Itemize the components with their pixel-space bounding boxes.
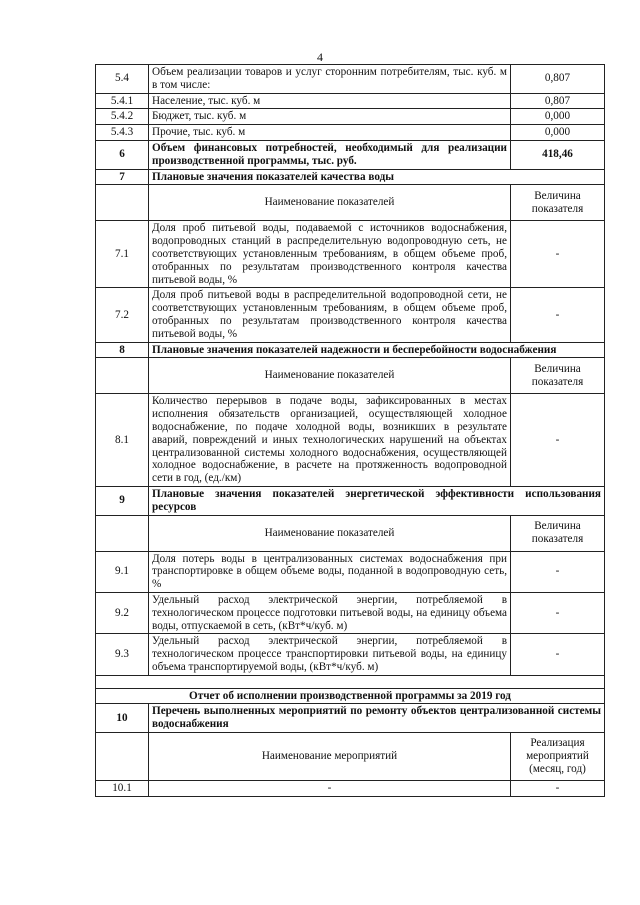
row-text: Удельный расход электрической энергии, потребляемой в технологическом процессе подготовки питьевой воды, на единицу объема воды, отпускаемой в сеть, (кВт*ч/куб. м) [149,592,511,633]
section-title: Перечень выполненных мероприятий по ремонту объектов централизованной системы водоснабжения [149,704,605,733]
row-number: 9.3 [96,634,149,675]
row-value: - [511,221,605,288]
row-text: Население, тыс. куб. м [149,93,511,109]
row-number: 9.1 [96,551,149,592]
empty-cell [96,185,149,221]
row-number: 8.1 [96,394,149,487]
row-number: 5.4.1 [96,93,149,109]
column-header-row [96,733,605,781]
row-text: - [149,781,511,797]
section-6-row [96,140,605,169]
row-value: - [511,288,605,342]
section-number: 8 [96,342,149,358]
row-number: 9.2 [96,592,149,633]
section-value: 418,46 [511,140,605,169]
column-header-name: Наименование показателей [149,185,511,221]
section-8-heading [96,342,605,358]
report-title: Отчет об исполнении производственной программы за 2019 год [96,688,605,704]
section-10-heading [96,704,605,733]
row-value: 0,807 [511,65,605,94]
section-number: 6 [96,140,149,169]
table-row [96,125,605,141]
row-value: - [511,592,605,633]
row-number: 5.4 [96,65,149,94]
row-text: Удельный расход электрической энергии, потребляемой в технологическом процессе транспортировки питьевой воды, на единицу объема транспортируемой воды, (кВт*ч/куб. м) [149,634,511,675]
column-header-row [96,185,605,221]
row-text: Объем реализации товаров и услуг сторонним потребителям, тыс. куб. м в том числе: [149,65,511,94]
row-text: Доля проб питьевой воды в распределительной водопроводной сети, не соответствующих установленным требованиям, в общем объеме проб, отобранных по результатам производственного контроля качества питьевой воды, % [149,288,511,342]
table-row [96,221,605,288]
row-text: Бюджет, тыс. куб. м [149,109,511,125]
table-row [96,394,605,487]
row-text: Доля проб питьевой воды, подаваемой с источников водоснабжения, водопроводных станций в распределительную водопроводную сеть, не соответствующих установленным требованиям, в общем объеме проб, отобранных по результатам производственного контроля качества питьевой воды, % [149,221,511,288]
section-9-heading [96,486,605,515]
spacer-cell [96,675,605,688]
empty-cell [96,358,149,394]
section-title: Плановые значения показателей качества воды [149,169,605,185]
section-title: Плановые значения показателей энергетической эффективности использования ресурсов [149,486,605,515]
report-title-row [96,688,605,704]
column-header-value: Реализация мероприятий (месяц, год) [511,733,605,781]
row-text: Количество перерывов в подаче воды, зафиксированных в местах исполнения обязательств организацией, осуществляющей холодное водоснабжение, по подаче холодной воды, возникших в результате аварий, повреждений и иных технологических нарушений на объектах централизованной системы холодного водоснабжения, осуществляющей холодное водоснабжение, в расчете на протяженность водопроводной сети в год, (ед./км) [149,394,511,487]
row-value: 0,000 [511,109,605,125]
row-number: 5.4.2 [96,109,149,125]
column-header-name: Наименование показателей [149,515,511,551]
table-row [96,551,605,592]
table-row [96,109,605,125]
page-number: 4 [317,50,323,64]
table-row [96,634,605,675]
column-header-row [96,515,605,551]
table-row [96,93,605,109]
row-text: Доля потерь воды в централизованных системах водоснабжения при транспортировке в общем объеме воды, поданной в водопроводную сеть, % [149,551,511,592]
section-number: 10 [96,704,149,733]
column-header-row [96,358,605,394]
row-number: 7.2 [96,288,149,342]
empty-cell [96,515,149,551]
empty-cell [96,733,149,781]
table-row [96,592,605,633]
row-value: - [511,394,605,487]
spacer-row [96,675,605,688]
row-number: 5.4.3 [96,125,149,141]
row-number: 7.1 [96,221,149,288]
row-text: Прочие, тыс. куб. м [149,125,511,141]
row-value: 0,807 [511,93,605,109]
row-value: - [511,781,605,797]
column-header-value: Величина показателя [511,185,605,221]
section-title: Плановые значения показателей надежности и бесперебойности водоснабжения [149,342,605,358]
section-number: 7 [96,169,149,185]
row-value: - [511,551,605,592]
production-program-table [95,64,605,797]
table-row [96,781,605,797]
section-title: Объем финансовых потребностей, необходимый для реализации производственной программы, тыс. руб. [149,140,511,169]
row-value: 0,000 [511,125,605,141]
column-header-name: Наименование мероприятий [149,733,511,781]
section-number: 9 [96,486,149,515]
column-header-value: Величина показателя [511,515,605,551]
row-value: - [511,634,605,675]
table-row [96,65,605,94]
table-row [96,288,605,342]
row-number: 10.1 [96,781,149,797]
section-7-heading [96,169,605,185]
column-header-name: Наименование показателей [149,358,511,394]
column-header-value: Величина показателя [511,358,605,394]
